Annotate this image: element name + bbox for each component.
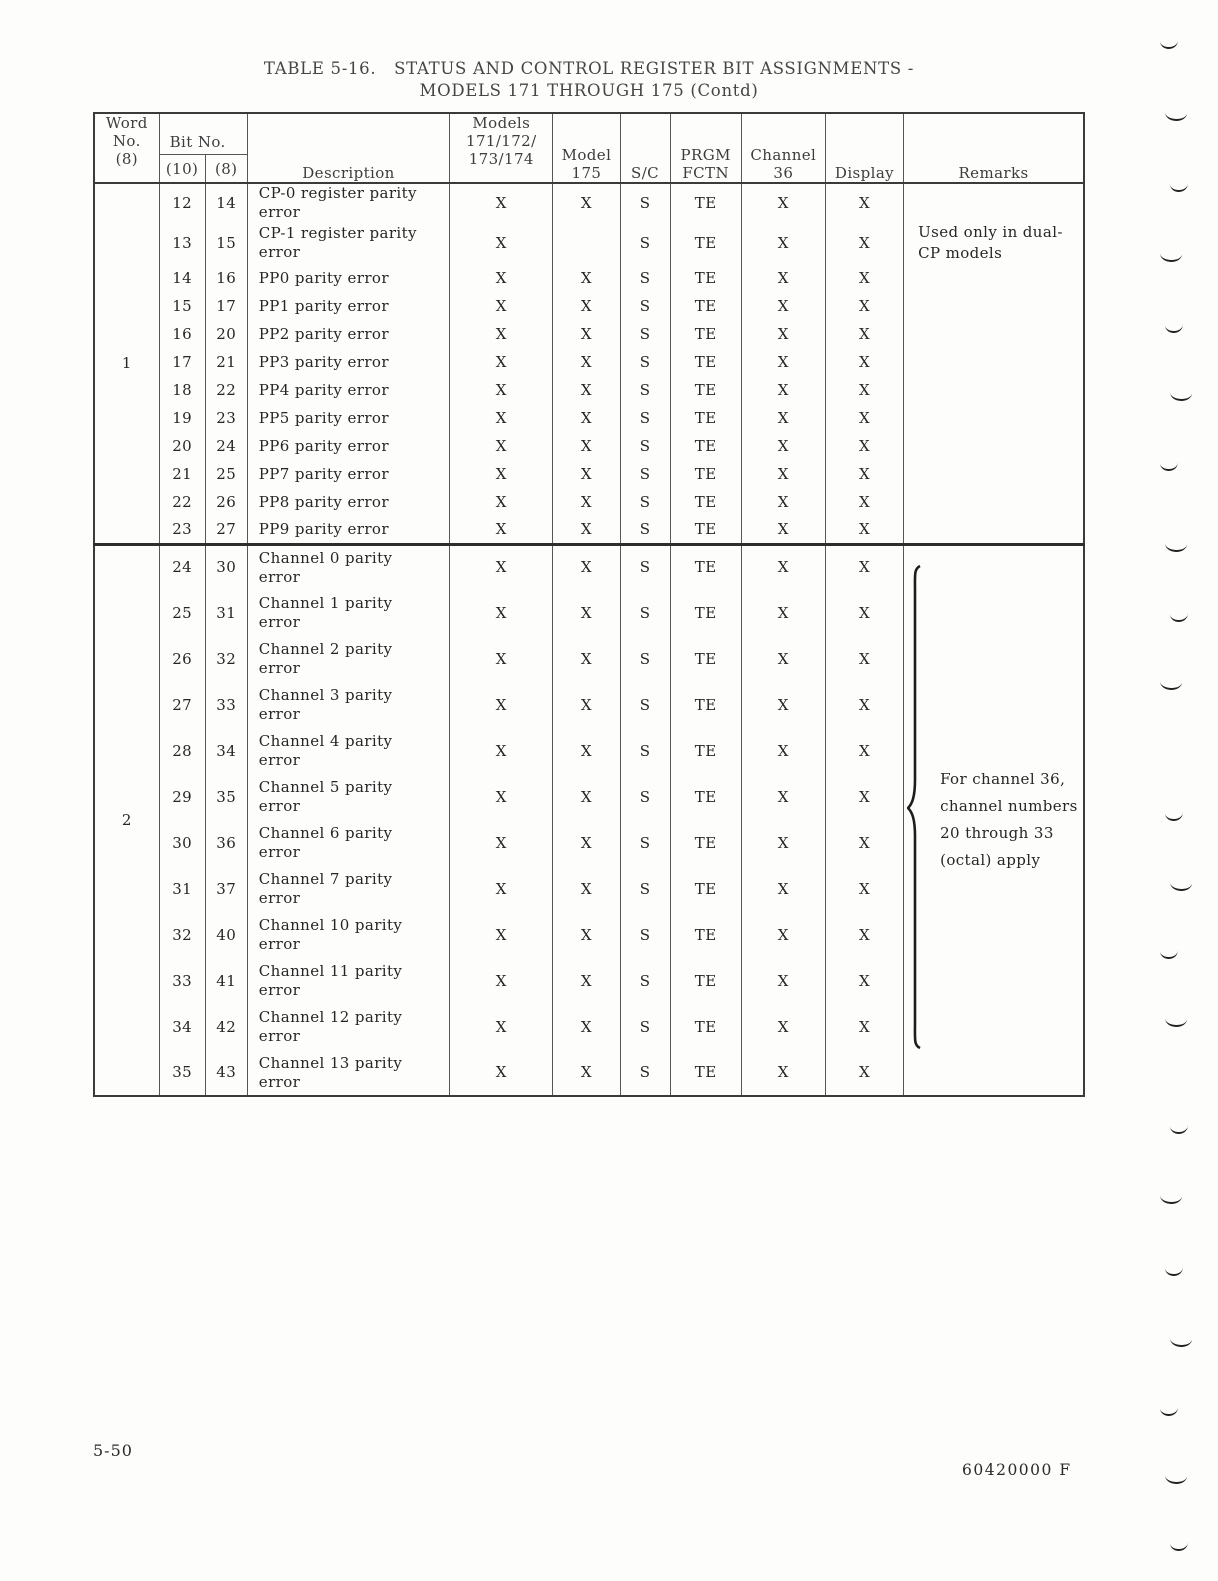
display-cell: X — [825, 320, 903, 348]
models-171-174-cell: X — [450, 958, 553, 1004]
display-cell: X — [825, 516, 903, 544]
s-c-cell: S — [620, 320, 670, 348]
word-no-cell: 2 — [94, 544, 159, 1096]
header-model-175: Model 175 — [553, 113, 620, 183]
table-row — [94, 544, 1084, 590]
prgm-fctn-cell: TE — [670, 348, 741, 376]
description-cell: CP-0 register parity error — [247, 183, 449, 222]
display-cell: X — [825, 866, 903, 912]
models-171-174-cell: X — [450, 432, 553, 460]
display-cell: X — [825, 590, 903, 636]
model-175-cell: X — [553, 292, 620, 320]
table-title — [93, 58, 1085, 102]
model-175-cell: X — [553, 728, 620, 774]
bit-octal-cell: 23 — [205, 404, 247, 432]
description-cell: Channel 6 parity error — [247, 820, 449, 866]
prgm-fctn-cell: TE — [670, 222, 741, 264]
bit-decimal-cell: 21 — [159, 460, 205, 488]
table-title-line1: TABLE 5-16. STATUS AND CONTROL REGISTER BIT ASSIGNMENTS - — [263, 59, 915, 78]
display-cell: X — [825, 774, 903, 820]
bit-octal-cell: 31 — [205, 590, 247, 636]
bit-decimal-cell: 26 — [159, 636, 205, 682]
s-c-cell: S — [620, 866, 670, 912]
remarks-cell — [904, 376, 1084, 404]
bit-octal-cell: 30 — [205, 544, 247, 590]
binding-mark — [1170, 1542, 1188, 1552]
binding-mark — [1170, 183, 1188, 193]
binding-mark — [1165, 812, 1183, 822]
binding-mark — [1170, 1338, 1192, 1348]
s-c-cell: S — [620, 1050, 670, 1096]
description-cell: Channel 10 parity error — [247, 912, 449, 958]
bit-decimal-cell: 23 — [159, 516, 205, 544]
header-models-171-174: Models 171/172/ 173/174 — [450, 113, 553, 183]
bit-decimal-cell: 34 — [159, 1004, 205, 1050]
prgm-fctn-cell: TE — [670, 292, 741, 320]
table-row — [94, 292, 1084, 320]
table-row — [94, 264, 1084, 292]
model-175-cell: X — [553, 183, 620, 222]
display-cell: X — [825, 820, 903, 866]
table-row — [94, 460, 1084, 488]
bit-decimal-cell: 25 — [159, 590, 205, 636]
remarks-cell — [904, 460, 1084, 488]
bit-octal-cell: 15 — [205, 222, 247, 264]
remarks-cell — [904, 432, 1084, 460]
description-cell: Channel 0 parity error — [247, 544, 449, 590]
prgm-fctn-cell: TE — [670, 264, 741, 292]
channel-36-cell: X — [741, 320, 825, 348]
bit-octal-cell: 36 — [205, 820, 247, 866]
page-number: 5-50 — [93, 1441, 133, 1460]
display-cell: X — [825, 376, 903, 404]
binding-mark — [1170, 392, 1192, 402]
model-175-cell: X — [553, 958, 620, 1004]
description-cell: PP7 parity error — [247, 460, 449, 488]
channel-36-cell: X — [741, 516, 825, 544]
s-c-cell: S — [620, 348, 670, 376]
bit-octal-cell: 40 — [205, 912, 247, 958]
description-cell: Channel 12 parity error — [247, 1004, 449, 1050]
bit-decimal-cell: 30 — [159, 820, 205, 866]
header-bit-no — [159, 113, 247, 183]
channel-36-cell: X — [741, 1050, 825, 1096]
word-no-cell: 1 — [94, 183, 159, 544]
binding-mark — [1160, 1195, 1182, 1205]
s-c-cell: S — [620, 544, 670, 590]
table-row — [94, 404, 1084, 432]
block-remark-text: For channel 36, channel numbers 20 through 33 (octal) apply — [940, 770, 1078, 870]
binding-mark — [1160, 950, 1178, 960]
model-175-cell: X — [553, 376, 620, 404]
description-cell: PP4 parity error — [247, 376, 449, 404]
header-remarks: Remarks — [904, 113, 1084, 183]
bit-octal-cell: 14 — [205, 183, 247, 222]
description-cell: Channel 7 parity error — [247, 866, 449, 912]
prgm-fctn-cell: TE — [670, 488, 741, 516]
prgm-fctn-cell: TE — [670, 544, 741, 590]
binding-mark — [1170, 1125, 1188, 1135]
channel-36-cell: X — [741, 1004, 825, 1050]
bit-decimal-cell: 22 — [159, 488, 205, 516]
display-cell: X — [825, 1050, 903, 1096]
bit-decimal-cell: 32 — [159, 912, 205, 958]
prgm-fctn-cell: TE — [670, 376, 741, 404]
s-c-cell: S — [620, 682, 670, 728]
model-175-cell: X — [553, 264, 620, 292]
bit-decimal-cell: 19 — [159, 404, 205, 432]
bit-decimal-cell: 14 — [159, 264, 205, 292]
bit-decimal-cell: 13 — [159, 222, 205, 264]
binding-mark — [1165, 1018, 1187, 1028]
channel-36-cell: X — [741, 866, 825, 912]
display-cell: X — [825, 183, 903, 222]
s-c-cell: S — [620, 636, 670, 682]
models-171-174-cell: X — [450, 376, 553, 404]
bit-octal-cell: 34 — [205, 728, 247, 774]
table-row — [94, 488, 1084, 516]
channel-36-cell: X — [741, 958, 825, 1004]
bit-octal-cell: 25 — [205, 460, 247, 488]
table-row — [94, 516, 1084, 544]
display-cell: X — [825, 404, 903, 432]
s-c-cell: S — [620, 488, 670, 516]
description-cell: Channel 5 parity error — [247, 774, 449, 820]
prgm-fctn-cell: TE — [670, 866, 741, 912]
remarks-cell — [904, 404, 1084, 432]
models-171-174-cell: X — [450, 544, 553, 590]
bit-octal-cell: 35 — [205, 774, 247, 820]
header-word-no: Word No. (8) — [94, 113, 159, 183]
s-c-cell: S — [620, 912, 670, 958]
s-c-cell: S — [620, 432, 670, 460]
display-cell: X — [825, 1004, 903, 1050]
binding-mark — [1170, 882, 1192, 892]
models-171-174-cell: X — [450, 460, 553, 488]
prgm-fctn-cell: TE — [670, 682, 741, 728]
s-c-cell: S — [620, 404, 670, 432]
description-cell: PP6 parity error — [247, 432, 449, 460]
model-175-cell: X — [553, 866, 620, 912]
prgm-fctn-cell: TE — [670, 958, 741, 1004]
channel-36-cell: X — [741, 292, 825, 320]
models-171-174-cell: X — [450, 183, 553, 222]
models-171-174-cell: X — [450, 264, 553, 292]
table-row — [94, 320, 1084, 348]
channel-36-cell: X — [741, 222, 825, 264]
description-cell: PP8 parity error — [247, 488, 449, 516]
display-cell: X — [825, 348, 903, 376]
description-cell: Channel 11 parity error — [247, 958, 449, 1004]
description-cell: Channel 4 parity error — [247, 728, 449, 774]
display-cell: X — [825, 488, 903, 516]
bit-octal-cell: 27 — [205, 516, 247, 544]
prgm-fctn-cell: TE — [670, 728, 741, 774]
bit-octal-cell: 37 — [205, 866, 247, 912]
bit-octal-cell: 17 — [205, 292, 247, 320]
remarks-cell — [904, 348, 1084, 376]
display-cell: X — [825, 958, 903, 1004]
header-description: Description — [247, 113, 449, 183]
description-cell: Channel 1 parity error — [247, 590, 449, 636]
display-cell: X — [825, 544, 903, 590]
prgm-fctn-cell: TE — [670, 820, 741, 866]
models-171-174-cell: X — [450, 590, 553, 636]
channel-36-cell: X — [741, 544, 825, 590]
s-c-cell: S — [620, 183, 670, 222]
models-171-174-cell: X — [450, 488, 553, 516]
model-175-cell: X — [553, 1004, 620, 1050]
prgm-fctn-cell: TE — [670, 590, 741, 636]
remarks-cell — [904, 488, 1084, 516]
s-c-cell: S — [620, 264, 670, 292]
bit-octal-cell: 21 — [205, 348, 247, 376]
model-175-cell: X — [553, 1050, 620, 1096]
description-cell: PP1 parity error — [247, 292, 449, 320]
models-171-174-cell: X — [450, 682, 553, 728]
display-cell: X — [825, 912, 903, 958]
model-175-cell: X — [553, 912, 620, 958]
s-c-cell: S — [620, 820, 670, 866]
model-175-cell: X — [553, 348, 620, 376]
header-bit-octal: (8) — [214, 159, 238, 178]
model-175-cell: X — [553, 460, 620, 488]
remarks-cell — [904, 292, 1084, 320]
bit-decimal-cell: 28 — [159, 728, 205, 774]
binding-mark — [1170, 613, 1188, 623]
left-brace-decoration — [907, 564, 922, 1050]
table-row — [94, 348, 1084, 376]
word-2-block — [94, 544, 1084, 1096]
models-171-174-cell: X — [450, 636, 553, 682]
display-cell: X — [825, 292, 903, 320]
channel-36-cell: X — [741, 348, 825, 376]
display-cell: X — [825, 460, 903, 488]
channel-36-cell: X — [741, 912, 825, 958]
description-cell: PP5 parity error — [247, 404, 449, 432]
bit-decimal-cell: 17 — [159, 348, 205, 376]
models-171-174-cell: X — [450, 820, 553, 866]
models-171-174-cell: X — [450, 912, 553, 958]
table-row — [94, 432, 1084, 460]
prgm-fctn-cell: TE — [670, 912, 741, 958]
channel-36-cell: X — [741, 636, 825, 682]
binding-mark — [1160, 681, 1182, 691]
model-175-cell: X — [553, 682, 620, 728]
models-171-174-cell: X — [450, 222, 553, 264]
status-control-register-table — [93, 112, 1085, 1097]
channel-36-cell: X — [741, 183, 825, 222]
channel-36-cell: X — [741, 488, 825, 516]
channel-36-cell: X — [741, 404, 825, 432]
display-cell: X — [825, 222, 903, 264]
table-row — [94, 222, 1084, 264]
models-171-174-cell: X — [450, 348, 553, 376]
model-175-cell: X — [553, 320, 620, 348]
models-171-174-cell: X — [450, 404, 553, 432]
s-c-cell: S — [620, 376, 670, 404]
bit-decimal-cell: 31 — [159, 866, 205, 912]
word-1-block — [94, 183, 1084, 544]
remarks-cell — [904, 320, 1084, 348]
s-c-cell: S — [620, 460, 670, 488]
bit-octal-cell: 22 — [205, 376, 247, 404]
bit-octal-cell: 43 — [205, 1050, 247, 1096]
binding-mark — [1160, 1407, 1178, 1417]
bit-octal-cell: 26 — [205, 488, 247, 516]
binding-mark — [1160, 40, 1178, 50]
models-171-174-cell: X — [450, 1050, 553, 1096]
display-cell: X — [825, 264, 903, 292]
prgm-fctn-cell: TE — [670, 183, 741, 222]
prgm-fctn-cell: TE — [670, 404, 741, 432]
bit-octal-cell: 24 — [205, 432, 247, 460]
display-cell: X — [825, 636, 903, 682]
remarks-cell — [904, 183, 1084, 222]
header-bit-decimal: (10) — [160, 155, 206, 182]
prgm-fctn-cell: TE — [670, 432, 741, 460]
description-cell: PP2 parity error — [247, 320, 449, 348]
s-c-cell: S — [620, 1004, 670, 1050]
display-cell: X — [825, 432, 903, 460]
channel-36-cell: X — [741, 728, 825, 774]
binding-mark — [1165, 1267, 1183, 1277]
bit-octal-cell: 41 — [205, 958, 247, 1004]
bit-decimal-cell: 16 — [159, 320, 205, 348]
header-channel-36: Channel 36 — [741, 113, 825, 183]
remarks-cell: Used only in dual-CP models — [904, 222, 1084, 264]
remarks-cell — [904, 516, 1084, 544]
bit-decimal-cell: 15 — [159, 292, 205, 320]
binding-mark — [1165, 1475, 1187, 1485]
bit-decimal-cell: 33 — [159, 958, 205, 1004]
channel-36-cell: X — [741, 264, 825, 292]
remarks-cell — [904, 264, 1084, 292]
s-c-cell: S — [620, 728, 670, 774]
binding-mark — [1165, 324, 1183, 334]
models-171-174-cell: X — [450, 320, 553, 348]
model-175-cell: X — [553, 404, 620, 432]
description-cell: CP-1 register parity error — [247, 222, 449, 264]
bit-octal-cell: 20 — [205, 320, 247, 348]
bit-decimal-cell: 20 — [159, 432, 205, 460]
model-175-cell: X — [553, 488, 620, 516]
bit-decimal-cell: 27 — [159, 682, 205, 728]
s-c-cell: S — [620, 590, 670, 636]
model-175-cell: X — [553, 432, 620, 460]
channel-36-cell: X — [741, 820, 825, 866]
model-175-cell: X — [553, 636, 620, 682]
models-171-174-cell: X — [450, 292, 553, 320]
display-cell: X — [825, 728, 903, 774]
model-175-cell — [553, 222, 620, 264]
s-c-cell: S — [620, 958, 670, 1004]
bit-decimal-cell: 24 — [159, 544, 205, 590]
model-175-cell: X — [553, 590, 620, 636]
bit-octal-cell: 16 — [205, 264, 247, 292]
channel-36-cell: X — [741, 432, 825, 460]
channel-36-cell: X — [741, 376, 825, 404]
s-c-cell: S — [620, 222, 670, 264]
prgm-fctn-cell: TE — [670, 460, 741, 488]
bit-octal-cell: 32 — [205, 636, 247, 682]
s-c-cell: S — [620, 292, 670, 320]
description-cell: PP0 parity error — [247, 264, 449, 292]
document-number: 60420000 F — [962, 1461, 1072, 1479]
models-171-174-cell: X — [450, 774, 553, 820]
model-175-cell: X — [553, 820, 620, 866]
bit-decimal-cell: 35 — [159, 1050, 205, 1096]
model-175-cell: X — [553, 516, 620, 544]
channel-36-cell: X — [741, 774, 825, 820]
s-c-cell: S — [620, 516, 670, 544]
header-s-c: S/C — [620, 113, 670, 183]
header-prgm-fctn: PRGM FCTN — [670, 113, 741, 183]
header-display: Display — [825, 113, 903, 183]
bit-decimal-cell: 18 — [159, 376, 205, 404]
bit-octal-cell: 33 — [205, 682, 247, 728]
bit-decimal-cell: 29 — [159, 774, 205, 820]
description-cell: Channel 3 parity error — [247, 682, 449, 728]
channel-36-cell: X — [741, 682, 825, 728]
prgm-fctn-cell: TE — [670, 1004, 741, 1050]
header-row — [94, 113, 1084, 183]
table-row — [94, 183, 1084, 222]
prgm-fctn-cell: TE — [670, 1050, 741, 1096]
remarks-cell — [904, 544, 1084, 1096]
binding-mark — [1165, 112, 1187, 122]
prgm-fctn-cell: TE — [670, 636, 741, 682]
description-cell: Channel 2 parity error — [247, 636, 449, 682]
models-171-174-cell: X — [450, 516, 553, 544]
bit-octal-cell: 42 — [205, 1004, 247, 1050]
binding-mark — [1165, 543, 1187, 553]
binding-mark — [1160, 462, 1178, 472]
header-bit-no-label: Bit No. — [160, 133, 247, 155]
description-cell: PP9 parity error — [247, 516, 449, 544]
display-cell: X — [825, 682, 903, 728]
models-171-174-cell: X — [450, 1004, 553, 1050]
table-row — [94, 376, 1084, 404]
channel-36-cell: X — [741, 460, 825, 488]
s-c-cell: S — [620, 774, 670, 820]
prgm-fctn-cell: TE — [670, 320, 741, 348]
binding-mark — [1160, 253, 1182, 263]
description-cell: Channel 13 parity error — [247, 1050, 449, 1096]
table-title-line2: MODELS 171 THROUGH 175 (Contd) — [419, 81, 759, 100]
bit-decimal-cell: 12 — [159, 183, 205, 222]
prgm-fctn-cell: TE — [670, 516, 741, 544]
models-171-174-cell: X — [450, 866, 553, 912]
channel-36-cell: X — [741, 590, 825, 636]
description-cell: PP3 parity error — [247, 348, 449, 376]
model-175-cell: X — [553, 774, 620, 820]
prgm-fctn-cell: TE — [670, 774, 741, 820]
models-171-174-cell: X — [450, 728, 553, 774]
model-175-cell: X — [553, 544, 620, 590]
